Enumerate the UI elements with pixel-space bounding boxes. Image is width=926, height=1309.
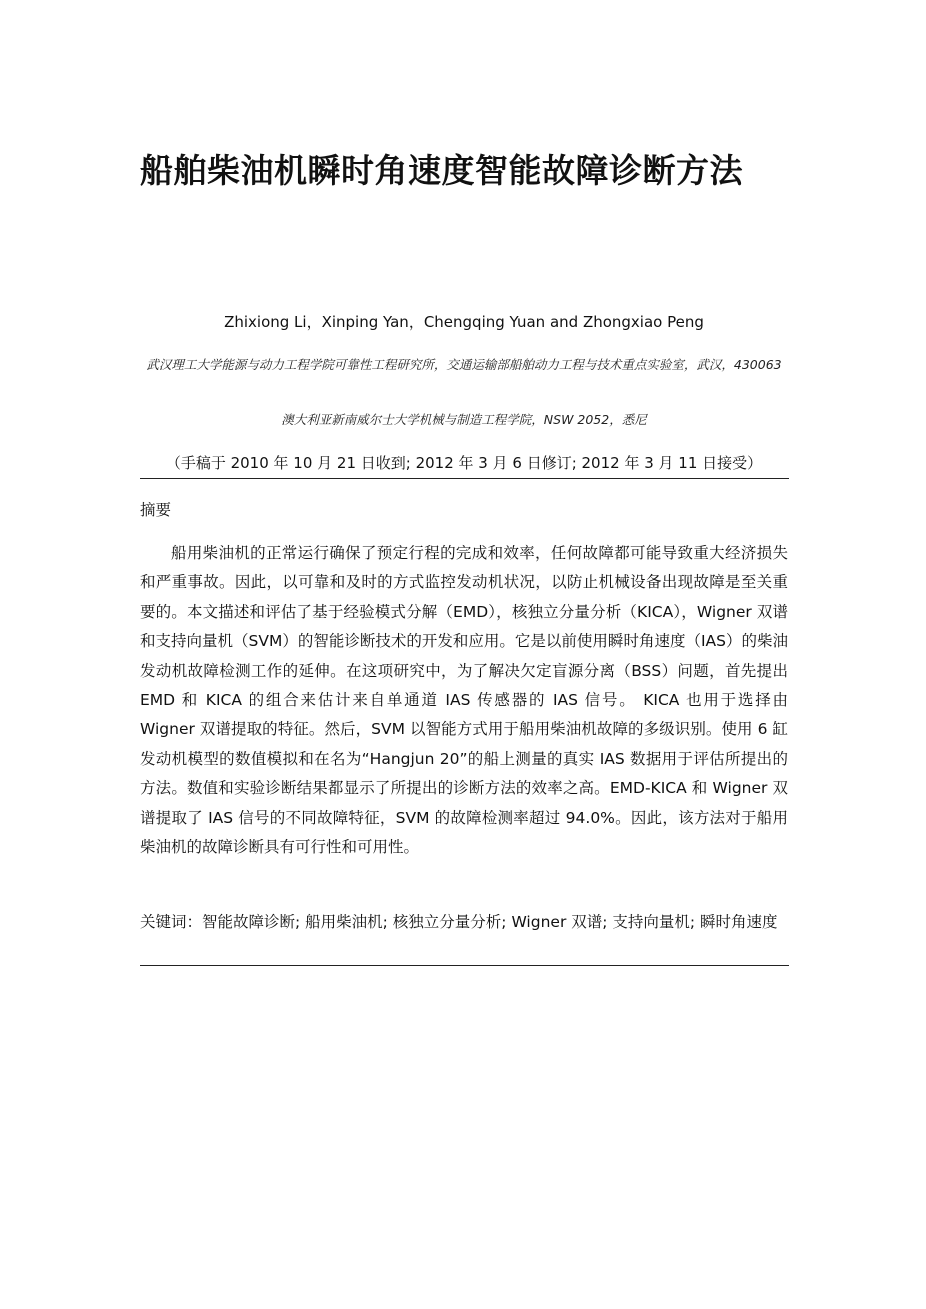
keywords: 关键词：智能故障诊断; 船用柴油机; 核独立分量分析; Wigner 双谱; 支持向量机; 瞬时角速度 (140, 913, 778, 931)
divider-bottom (140, 965, 789, 966)
author-list: Zhixiong Li，Xinping Yan，Chengqing Yuan and Zhongxiao Peng (224, 313, 704, 331)
affiliation-2: 澳大利亚新南威尔士大学机械与制造工程学院，NSW 2052，悉尼 (281, 412, 647, 427)
abstract-heading: 摘要 (140, 501, 172, 519)
submission-dates: （手稿于 2010 年 10 月 21 日收到; 2012 年 3 月 6 日修订; 2012 年 3 月 11 日接受） (165, 454, 763, 472)
divider-top (140, 478, 789, 479)
affiliation-1: 武汉理工大学能源与动力工程学院可靠性工程研究所，交通运输部船舶动力工程与技术重点实验室，武汉，430063 (146, 357, 782, 372)
paper-title: 船舶柴油机瞬时角速度智能故障诊断方法 (140, 151, 743, 190)
abstract-body: 船用柴油机的正常运行确保了预定行程的完成和效率，任何故障都可能导致重大经济损失和严重事故。因此，以可靠和及时的方式监控发动机状况，以防止机械设备出现故障是至关重要的。本文描述和评估了基于经验模式分解（EMD），核独立分量分析（KICA），Wigner 双谱和支持向量机（SVM）的智能诊断技术的开发和应用。它是以前使用瞬时角速度（IAS）的柴油发动机故障检测工作的延伸。在这项研究中，为了解决欠定盲源分离（BSS）问题，首先提出 EMD 和 KICA 的组合来估计来自单通道 IAS 传感器的 IAS 信号。 KICA 也用于选择由 Wigner 双谱提取的特征。然后，SVM 以智能方式用于船用柴油机故障的多级识别。使用 6 缸发动机模型的数值模拟和在名为“Hangjun 20”的船上测量的真实 IAS 数据用于评估所提出的方法。数值和实验诊断结果都显示了所提出的诊断方法的效率之高。EMD-KICA 和 Wigner 双谱提取了 IAS 信号的不同故障特征，SVM 的故障检测率超过 94.0%。因此，该方法对于船用柴油机的故障诊断具有可行性和可用性。 (140, 544, 788, 857)
